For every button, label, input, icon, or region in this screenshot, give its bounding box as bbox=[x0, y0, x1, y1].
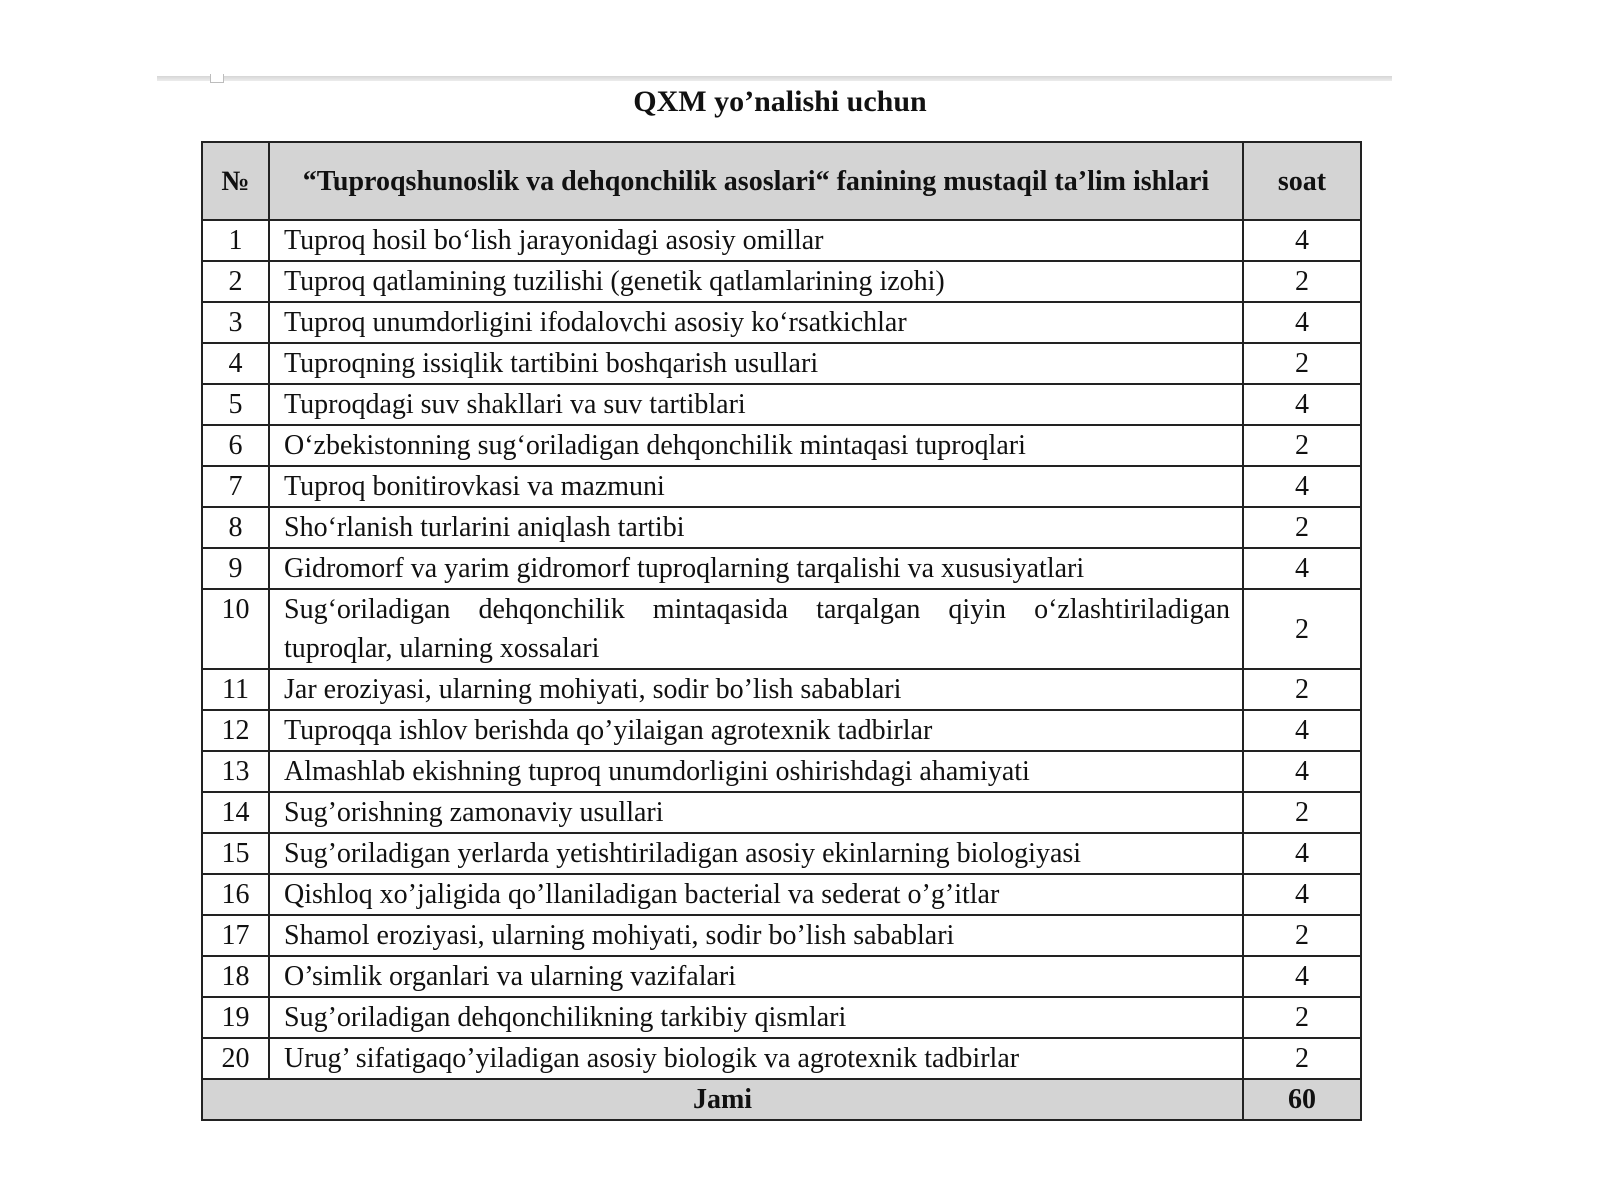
row-topic: Sug’oriladigan yerlarda yetishtiriladigan asosiy ekinlarning biologiyasi bbox=[269, 833, 1243, 874]
row-hours: 2 bbox=[1243, 915, 1361, 956]
row-number: 9 bbox=[202, 548, 269, 589]
row-hours: 2 bbox=[1243, 343, 1361, 384]
row-hours: 4 bbox=[1243, 302, 1361, 343]
row-number: 1 bbox=[202, 220, 269, 261]
row-topic: O’simlik organlari va ularning vazifalari bbox=[269, 956, 1243, 997]
row-number: 4 bbox=[202, 343, 269, 384]
row-number: 7 bbox=[202, 466, 269, 507]
row-hours: 4 bbox=[1243, 384, 1361, 425]
row-number: 8 bbox=[202, 507, 269, 548]
row-topic: Qishloq xo’jaligida qo’llaniladigan bacterial va sederat o’g’itlar bbox=[269, 874, 1243, 915]
row-topic: Tuproq unumdorligini ifodalovchi asosiy ko‘rsatkichlar bbox=[269, 302, 1243, 343]
table-row bbox=[202, 466, 1361, 507]
row-number: 14 bbox=[202, 792, 269, 833]
row-topic: Tuproqqa ishlov berishda qo’yilaigan agrotexnik tadbirlar bbox=[269, 710, 1243, 751]
row-topic: Almashlab ekishning tuproq unumdorligini oshirishdagi ahamiyati bbox=[269, 751, 1243, 792]
row-number: 5 bbox=[202, 384, 269, 425]
table-row bbox=[202, 956, 1361, 997]
row-number: 19 bbox=[202, 997, 269, 1038]
table-row bbox=[202, 751, 1361, 792]
table-row bbox=[202, 997, 1361, 1038]
row-topic: Sho‘rlanish turlarini aniqlash tartibi bbox=[269, 507, 1243, 548]
row-topic: Tuproq qatlamining tuzilishi (genetik qatlamlarining izohi) bbox=[269, 261, 1243, 302]
table-row bbox=[202, 792, 1361, 833]
row-hours: 4 bbox=[1243, 833, 1361, 874]
row-number: 3 bbox=[202, 302, 269, 343]
row-hours: 4 bbox=[1243, 751, 1361, 792]
header-number: № bbox=[202, 142, 269, 220]
row-number: 13 bbox=[202, 751, 269, 792]
row-topic: O‘zbekistonning sug‘oriladigan dehqonchilik mintaqasi tuproqlari bbox=[269, 425, 1243, 466]
row-hours: 4 bbox=[1243, 710, 1361, 751]
row-topic: Jar eroziyasi, ularning mohiyati, sodir bo’lish sabablari bbox=[269, 669, 1243, 710]
row-topic: Sug’oriladigan dehqonchilikning tarkibiy qismlari bbox=[269, 997, 1243, 1038]
total-label: Jami bbox=[202, 1079, 1243, 1120]
row-number: 16 bbox=[202, 874, 269, 915]
row-number: 10 bbox=[202, 589, 269, 669]
table-row bbox=[202, 589, 1361, 669]
row-topic: Gidromorf va yarim gidromorf tuproqlarning tarqalishi va xususiyatlari bbox=[269, 548, 1243, 589]
table-row bbox=[202, 548, 1361, 589]
independent-study-table bbox=[201, 141, 1362, 1121]
row-number: 20 bbox=[202, 1038, 269, 1079]
total-row bbox=[202, 1079, 1361, 1120]
row-hours: 2 bbox=[1243, 997, 1361, 1038]
table-row bbox=[202, 669, 1361, 710]
row-number: 15 bbox=[202, 833, 269, 874]
ruler-indent-marker bbox=[210, 74, 224, 83]
row-hours: 4 bbox=[1243, 874, 1361, 915]
table-row bbox=[202, 874, 1361, 915]
total-hours: 60 bbox=[1243, 1079, 1361, 1120]
table-row bbox=[202, 302, 1361, 343]
table-row bbox=[202, 507, 1361, 548]
row-number: 2 bbox=[202, 261, 269, 302]
row-hours: 2 bbox=[1243, 261, 1361, 302]
table-row bbox=[202, 1038, 1361, 1079]
table-header-row bbox=[202, 142, 1361, 220]
table-row bbox=[202, 343, 1361, 384]
row-number: 12 bbox=[202, 710, 269, 751]
row-topic: Sug‘oriladigan dehqonchilik mintaqasida tarqalgan qiyin o‘zlashtiriladigan tuproqlar, ularning xossalari bbox=[269, 589, 1243, 669]
row-hours: 2 bbox=[1243, 1038, 1361, 1079]
table-row bbox=[202, 384, 1361, 425]
row-topic: Sug’orishning zamonaviy usullari bbox=[269, 792, 1243, 833]
row-number: 11 bbox=[202, 669, 269, 710]
header-hours: soat bbox=[1243, 142, 1361, 220]
row-hours: 4 bbox=[1243, 956, 1361, 997]
row-hours: 4 bbox=[1243, 220, 1361, 261]
table-row bbox=[202, 710, 1361, 751]
row-hours: 2 bbox=[1243, 507, 1361, 548]
table-row bbox=[202, 425, 1361, 466]
row-topic: Tuproq hosil bo‘lish jarayonidagi asosiy omillar bbox=[269, 220, 1243, 261]
row-topic: Shamol eroziyasi, ularning mohiyati, sodir bo’lish sabablari bbox=[269, 915, 1243, 956]
table-row bbox=[202, 220, 1361, 261]
table-row bbox=[202, 915, 1361, 956]
page-ruler bbox=[157, 76, 1392, 81]
row-hours: 2 bbox=[1243, 589, 1361, 669]
table-row bbox=[202, 261, 1361, 302]
row-topic: Tuproqdagi suv shakllari va suv tartiblari bbox=[269, 384, 1243, 425]
row-number: 18 bbox=[202, 956, 269, 997]
document-title: QXM yo’nalishi uchun bbox=[633, 85, 927, 118]
row-hours: 2 bbox=[1243, 425, 1361, 466]
row-hours: 4 bbox=[1243, 548, 1361, 589]
row-hours: 2 bbox=[1243, 669, 1361, 710]
row-topic: Urug’ sifatigaqo’yiladigan asosiy biologik va agrotexnik tadbirlar bbox=[269, 1038, 1243, 1079]
row-hours: 4 bbox=[1243, 466, 1361, 507]
row-number: 6 bbox=[202, 425, 269, 466]
header-topic: “Tuproqshunoslik va dehqonchilik asoslari“ fanining mustaqil ta’lim ishlari bbox=[269, 142, 1243, 220]
row-topic: Tuproq bonitirovkasi va mazmuni bbox=[269, 466, 1243, 507]
row-number: 17 bbox=[202, 915, 269, 956]
row-hours: 2 bbox=[1243, 792, 1361, 833]
table-row bbox=[202, 833, 1361, 874]
row-topic: Tuproqning issiqlik tartibini boshqarish usullari bbox=[269, 343, 1243, 384]
